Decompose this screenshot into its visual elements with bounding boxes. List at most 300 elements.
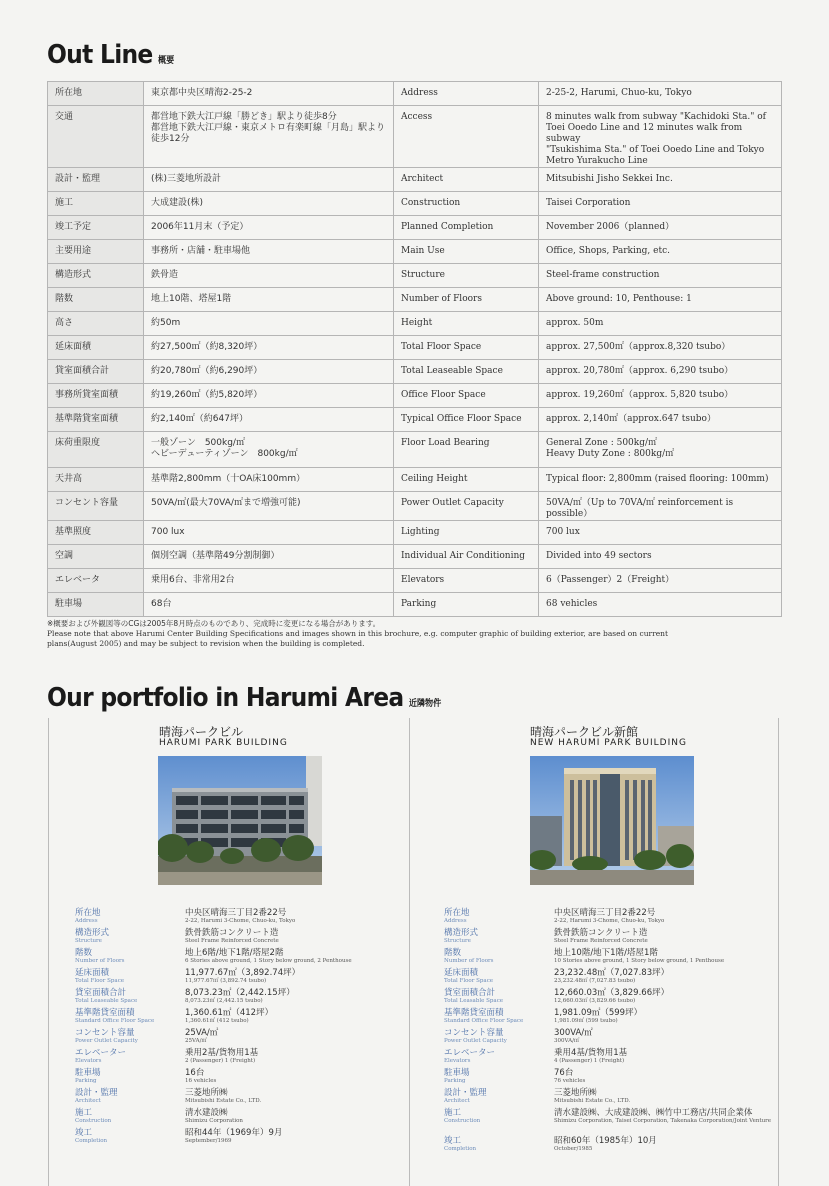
spec-value-en-line: Above ground: 10, Penthouse: 1 <box>546 294 692 304</box>
spec-label-ja: 階数 <box>75 948 93 958</box>
spec-value-en: Shimizu Corporation <box>185 1118 243 1124</box>
note-en-line1: Please note that above Harumi Center Building Specifications and images shown in this brochure, e.g. computer graphic of building exterior, are based on current <box>47 629 668 638</box>
spec-value-en <box>539 216 782 240</box>
spec-label <box>75 1028 185 1045</box>
spec-value-ja-line: 約27,500㎡（約8,320坪） <box>151 342 263 352</box>
spec-value-ja-line: 事務所・店舗・駐車場他 <box>151 246 251 256</box>
spec-value-en: 2-22, Harumi 3-Chome, Chuo-ku, Tokyo <box>554 918 665 924</box>
spec-label-ja: 貸室面積合計 <box>444 988 496 998</box>
spec-label-ja: 施工 <box>75 1108 93 1118</box>
spec-label-en: Number of Floors <box>394 288 539 312</box>
spec-value-en <box>539 240 782 264</box>
spec-label <box>75 968 185 985</box>
spec-value-ja-line: 都営地下鉄大江戸線「勝どき」駅より徒歩8分 <box>151 112 337 122</box>
spec-label-ja: エレベータ <box>48 569 144 593</box>
spec-label-ja: 交通 <box>48 106 144 168</box>
spec-value-en <box>539 288 782 312</box>
spec-label-ja: 構造形式 <box>48 264 144 288</box>
building-spec-row <box>75 1008 405 1028</box>
spec-value-en: 76 vehicles <box>554 1078 586 1084</box>
spec-value-en <box>539 384 782 408</box>
spec-value-en <box>539 545 782 569</box>
building-photo <box>530 756 694 885</box>
spec-label-en: Elevators <box>444 1058 471 1064</box>
building-spec-row <box>444 1088 774 1108</box>
spec-value-en <box>539 312 782 336</box>
spec-label-ja: 竣工 <box>75 1128 93 1138</box>
spec-label-en: Typical Office Floor Space <box>394 408 539 432</box>
spec-row <box>48 312 782 336</box>
building-spec-row <box>444 1028 774 1048</box>
spec-value-en-line: approx. 50m <box>546 318 604 328</box>
spec-value-en-line: Metro Yurakucho Line <box>546 156 648 166</box>
spec-value-ja <box>144 569 394 593</box>
spec-value-en <box>539 336 782 360</box>
spec-value-ja-line: 約19,260㎡（約5,820坪） <box>151 390 263 400</box>
spec-label-ja: 所在地 <box>75 908 101 918</box>
spec-label-en: Individual Air Conditioning <box>394 545 539 569</box>
spec-value-en <box>539 492 782 521</box>
spec-value-ja: 300VA/㎡ <box>554 1028 593 1038</box>
spec-value-en-line: Typical floor: 2,800mm (raised flooring: 100mm) <box>546 474 769 484</box>
spec-value-ja: 乗用2基/貨物用1基 <box>185 1048 259 1058</box>
spec-value-en <box>539 82 782 106</box>
spec-label-en: Lighting <box>394 521 539 545</box>
spec-value-en: 6 Stories above ground, 1 Story below ground, 2 Penthouse <box>185 958 352 964</box>
spec-label-en: Number of Floors <box>444 958 494 964</box>
spec-value <box>554 908 664 925</box>
spec-label <box>75 1088 185 1105</box>
spec-label-en: Total Leaseable Space <box>75 998 138 1004</box>
spec-value-ja-line: 約50m <box>151 318 181 328</box>
spec-value-ja: 23,232.48㎡（7,027.83坪） <box>554 968 670 978</box>
spec-label <box>444 968 554 985</box>
spec-label <box>444 1008 554 1025</box>
spec-value <box>185 1088 261 1105</box>
spec-label-en: Elevators <box>394 569 539 593</box>
spec-value-en: Shimizu Corporation, Taisei Corporation, Takenaka Corporation/Joint Venture <box>554 1118 772 1124</box>
spec-row <box>48 168 782 192</box>
spec-label-en: Elevators <box>75 1058 102 1064</box>
spec-value-en: 11,977.67㎡ (3,892.74 tsubo) <box>185 978 267 984</box>
spec-value-en: 10 Stories above ground, 1 Story below ground, 1 Penthouse <box>554 958 725 964</box>
building-spec-row <box>75 968 405 988</box>
spec-value-en <box>539 593 782 617</box>
spec-value-en <box>539 432 782 468</box>
spec-label-en: Ceiling Height <box>394 468 539 492</box>
spec-value-en-line: Steel-frame construction <box>546 270 660 280</box>
spec-label-en: Address <box>394 82 539 106</box>
spec-value <box>185 1068 216 1085</box>
spec-value-ja: 25VA/㎡ <box>185 1028 219 1038</box>
spec-label-ja: 設計・監理 <box>75 1088 118 1098</box>
spec-value-ja <box>144 264 394 288</box>
spec-value-en: 8,073.23㎡ (2,442.15 tsubo) <box>185 998 263 1004</box>
spec-value-en <box>539 192 782 216</box>
building-spec-row <box>444 988 774 1008</box>
spec-label-ja: 所在地 <box>444 908 470 918</box>
spec-value-en: 1,360.61㎡ (412 tsubo) <box>185 1018 249 1024</box>
spec-value <box>554 1008 642 1025</box>
spec-label-en: Planned Completion <box>394 216 539 240</box>
spec-value-en: 23,232.48㎡ (7,027.83 tsubo) <box>554 978 636 984</box>
spec-value-en: Steel Frame Reinforced Concrete <box>554 938 648 944</box>
spec-value-ja <box>144 216 394 240</box>
spec-label-en: Parking <box>75 1078 97 1084</box>
spec-value-ja: 8,073.23㎡（2,442.15坪） <box>185 988 295 998</box>
spec-label-ja: 基準階貸室面積 <box>444 1008 504 1018</box>
building-spec-row <box>75 1048 405 1068</box>
spec-label-en: Completion <box>444 1146 477 1152</box>
spec-value-ja <box>144 408 394 432</box>
spec-value-ja: 昭和44年（1969年）9月 <box>185 1128 283 1138</box>
spec-row <box>48 192 782 216</box>
spec-value-ja-line: 都営地下鉄大江戸線・東京メトロ有楽町線「月島」駅より <box>151 123 386 133</box>
spec-value-en-line: approx. 2,140㎡（approx.647 tsubo） <box>546 414 716 424</box>
spec-value-en <box>539 360 782 384</box>
spec-value-en <box>539 168 782 192</box>
building-card-harumi-park <box>48 718 410 1186</box>
building-spec-row <box>75 1128 405 1148</box>
spec-label-ja: コンセント容量 <box>75 1028 135 1038</box>
spec-value-en-line: approx. 19,260㎡（approx. 5,820 tsubo） <box>546 390 734 400</box>
spec-value-ja: 中央区晴海三丁目2番22号 <box>554 908 656 918</box>
spec-label-en: Construction <box>444 1118 481 1124</box>
spec-row <box>48 216 782 240</box>
spec-label <box>444 908 554 925</box>
spec-label <box>444 1108 554 1125</box>
spec-label-ja: 基準照度 <box>48 521 144 545</box>
building-name-ja: 晴海パークビル新館 <box>530 725 639 739</box>
spec-value-en-line: General Zone : 500kg/㎡ <box>546 438 658 448</box>
spec-label-ja: エレベーター <box>444 1048 496 1058</box>
spec-label-en: Structure <box>75 938 102 944</box>
spec-label-en: Architect <box>75 1098 101 1104</box>
spec-value-ja: 16台 <box>185 1068 205 1078</box>
spec-value-ja-line: ヘビーデューティゾーン 800kg/㎡ <box>151 449 298 459</box>
spec-value-ja-line: 乗用6台、非常用2台 <box>151 575 235 585</box>
spec-value-ja <box>144 288 394 312</box>
spec-value-ja <box>144 240 394 264</box>
spec-value <box>554 1048 627 1065</box>
spec-label <box>75 988 185 1005</box>
spec-label-ja: 駐車場 <box>444 1068 470 1078</box>
spec-value-en-line: 700 lux <box>546 527 580 537</box>
spec-value <box>554 1088 630 1105</box>
portfolio-title: Our portfolio in Harumi Area <box>47 683 404 713</box>
spec-row <box>48 545 782 569</box>
spec-value-ja-line: 東京都中央区晴海2-25-2 <box>151 88 253 98</box>
spec-value-ja-line: 50VA/㎡(最大70VA/㎡まで増強可能) <box>151 498 301 508</box>
spec-value-ja: 12,660.03㎡（3,829.66坪） <box>554 988 670 998</box>
spec-value-ja-line: 68台 <box>151 599 172 609</box>
spec-value-ja-line: 2006年11月末（予定） <box>151 222 249 232</box>
spec-value <box>185 1048 258 1065</box>
spec-value-ja <box>144 432 394 468</box>
spec-value-en <box>539 521 782 545</box>
spec-label <box>75 1128 185 1145</box>
spec-label-en: Total Leasable Space <box>444 998 504 1004</box>
spec-value-ja: 地上6階/地下1階/塔屋2階 <box>185 948 284 958</box>
building-spec-row <box>75 928 405 948</box>
spec-value-ja <box>144 336 394 360</box>
spec-value-en: 12,660.03㎡ (3,829.66 tsubo) <box>554 998 636 1004</box>
spec-value-en: 300VA/㎡ <box>554 1038 580 1044</box>
spec-value-en: Mitsubishi Estate Co., LTD. <box>554 1098 631 1104</box>
building-spec-row <box>75 988 405 1008</box>
spec-row <box>48 82 782 106</box>
spec-row <box>48 408 782 432</box>
spec-row <box>48 360 782 384</box>
spec-label <box>75 1068 185 1085</box>
spec-label-en: Completion <box>75 1138 108 1144</box>
spec-label-en: Address <box>75 918 98 924</box>
spec-value-ja-line: 鉄骨造 <box>151 270 179 280</box>
building-name-ja: 晴海パークビル <box>159 725 244 739</box>
spec-value-ja: 三菱地所㈱ <box>554 1088 597 1098</box>
spec-label-ja: 事務所貸室面積 <box>48 384 144 408</box>
spec-value <box>185 908 295 925</box>
spec-label <box>75 948 185 965</box>
spec-label-en: Total Floor Space <box>394 336 539 360</box>
spec-label-en: Office Floor Space <box>394 384 539 408</box>
spec-value-ja-line: 約2,140㎡（約647坪） <box>151 414 248 424</box>
spec-value-ja: 1,981.09㎡（599坪） <box>554 1008 643 1018</box>
spec-value-ja <box>144 106 394 168</box>
spec-label <box>444 1028 554 1045</box>
spec-value-en-line: 50VA/㎡（Up to 70VA/㎡ reinforcement is possible） <box>546 498 734 519</box>
spec-label-ja: 竣工予定 <box>48 216 144 240</box>
building-name-en: NEW HARUMI PARK BUILDING <box>530 738 687 748</box>
building-name-en: HARUMI PARK BUILDING <box>159 738 288 748</box>
building-spec-row <box>75 908 405 928</box>
spec-label-en: Construction <box>394 192 539 216</box>
spec-row <box>48 468 782 492</box>
spec-value-ja <box>144 492 394 521</box>
spec-label-en: Main Use <box>394 240 539 264</box>
spec-value-en: Steel Frame Reinforced Concrete <box>185 938 279 944</box>
spec-label <box>444 948 554 965</box>
spec-value-ja: 鉄骨鉄筋コンクリート造 <box>185 928 279 938</box>
note-ja: ※概要および外観図等のCGは2005年8月時点のものであり、完成時に変更になる場合があります。 <box>47 619 381 628</box>
spec-value <box>185 1008 273 1025</box>
spec-label-ja: 主要用途 <box>48 240 144 264</box>
building-spec-row <box>444 928 774 948</box>
spec-label-en: Power Outlet Capacity <box>75 1038 138 1044</box>
spec-value <box>185 968 300 985</box>
spec-value-en-line: "Tsukishima Sta." of Toei Ooedo Line and Tokyo <box>546 145 765 155</box>
spec-value-ja: 地上10階/地下1階/塔屋1階 <box>554 948 658 958</box>
spec-value-ja-line: 基準階2,800mm（十OA床100mm） <box>151 474 306 484</box>
spec-value-en-line: Divided into 49 sectors <box>546 551 652 561</box>
spec-label-en: Total Floor Space <box>444 978 494 984</box>
spec-label-en: Access <box>394 106 539 168</box>
spec-row <box>48 336 782 360</box>
spec-value-ja <box>144 593 394 617</box>
spec-label-ja: 延床面積 <box>75 968 110 978</box>
spec-value-ja <box>144 521 394 545</box>
spec-value-ja: 清水建設㈱ <box>185 1108 228 1118</box>
spec-value-ja: 76台 <box>554 1068 574 1078</box>
spec-row <box>48 593 782 617</box>
spec-value-en-line: 2-25-2, Harumi, Chuo-ku, Tokyo <box>546 88 692 98</box>
spec-label <box>444 928 554 945</box>
spec-value <box>554 928 648 945</box>
spec-row <box>48 106 782 168</box>
spec-label-en: Structure <box>444 938 471 944</box>
spec-label-en: Power Outlet Capacity <box>444 1038 507 1044</box>
spec-value-ja-line: 個別空調（基準階49分割制御） <box>151 551 280 561</box>
spec-label-en: Number of Floors <box>75 958 125 964</box>
spec-row <box>48 288 782 312</box>
spec-label <box>444 1136 554 1153</box>
spec-value-ja <box>144 360 394 384</box>
spec-value <box>185 1028 218 1045</box>
spec-row <box>48 264 782 288</box>
spec-value-en-line: approx. 20,780㎡（approx. 6,290 tsubo） <box>546 366 734 376</box>
spec-value <box>554 1108 771 1125</box>
spec-label-ja: 所在地 <box>48 82 144 106</box>
spec-value-en: October/1985 <box>554 1146 593 1152</box>
spec-value <box>554 1068 585 1085</box>
spec-label-ja: 天井高 <box>48 468 144 492</box>
spec-label-ja: 貸室面積合計 <box>75 988 127 998</box>
spec-label-ja: コンセント容量 <box>444 1028 504 1038</box>
spec-label <box>75 908 185 925</box>
spec-value <box>554 948 724 965</box>
spec-label-ja: 延床面積 <box>444 968 479 978</box>
spec-label-en: Height <box>394 312 539 336</box>
spec-label <box>75 928 185 945</box>
spec-value-en: Mitsubishi Estate Co., LTD. <box>185 1098 262 1104</box>
spec-value-en: 4 (Passenger) 1 (Freight) <box>554 1058 625 1064</box>
spec-value-en <box>539 106 782 168</box>
spec-label-ja: 設計・監理 <box>48 168 144 192</box>
spec-value-ja-line: 徒歩12分 <box>151 134 190 144</box>
spec-label-en: Structure <box>394 264 539 288</box>
spec-row <box>48 384 782 408</box>
spec-label-ja: 構造形式 <box>444 928 479 938</box>
spec-value-en-line: Toei Ooedo Line and 12 minutes walk from subway <box>546 123 743 144</box>
spec-value-ja: 鉄骨鉄筋コンクリート造 <box>554 928 648 938</box>
spec-label-ja: 駐車場 <box>48 593 144 617</box>
spec-label-ja: コンセント容量 <box>48 492 144 521</box>
building-specs <box>444 908 774 1156</box>
spec-value-ja-line: (株)三菱地所設計 <box>151 174 222 184</box>
spec-label <box>444 1068 554 1085</box>
spec-value <box>185 1128 282 1145</box>
spec-row <box>48 240 782 264</box>
spec-value-en-line: November 2006（planned） <box>546 222 675 232</box>
spec-label <box>444 1088 554 1105</box>
spec-label <box>444 988 554 1005</box>
spec-label-en: Total Floor Space <box>75 978 125 984</box>
spec-label <box>75 1008 185 1025</box>
building-spec-row <box>75 948 405 968</box>
spec-value-en: 2-22, Harumi 3-Chome, Chuo-ku, Tokyo <box>185 918 296 924</box>
spec-label-ja: 設計・監理 <box>444 1088 487 1098</box>
spec-value-ja: 昭和60年（1985年）10月 <box>554 1136 657 1146</box>
spec-label-ja: 竣工 <box>444 1136 462 1146</box>
spec-label-ja: エレベーター <box>75 1048 127 1058</box>
spec-label-en: Architect <box>394 168 539 192</box>
spec-row <box>48 432 782 468</box>
spec-label-en: Address <box>444 918 467 924</box>
spec-label-en: Construction <box>75 1118 112 1124</box>
spec-value-ja-line: 地上10階、塔屋1階 <box>151 294 232 304</box>
outline-title: Out Line <box>47 40 153 70</box>
spec-label <box>444 1048 554 1065</box>
spec-value-en <box>539 264 782 288</box>
spec-value-en <box>539 468 782 492</box>
spec-label-en: Parking <box>394 593 539 617</box>
spec-value-ja: 乗用4基/貨物用1基 <box>554 1048 628 1058</box>
spec-value-en-line: 8 minutes walk from subway "Kachidoki Sta." of <box>546 112 766 122</box>
spec-label-ja: 空調 <box>48 545 144 569</box>
building-photo <box>158 756 322 885</box>
spec-label-ja: 施工 <box>48 192 144 216</box>
spec-value-ja: 1,360.61㎡（412坪） <box>185 1008 274 1018</box>
spec-label-ja: 基準階貸室面積 <box>48 408 144 432</box>
building-spec-row <box>75 1108 405 1128</box>
spec-value-ja <box>144 192 394 216</box>
spec-label-en: Standard Office Floor Space <box>444 1018 524 1024</box>
spec-value-ja <box>144 82 394 106</box>
spec-row <box>48 521 782 545</box>
building-spec-row <box>444 1008 774 1028</box>
building-spec-row <box>75 1088 405 1108</box>
building-specs <box>75 908 405 1148</box>
spec-label-ja: 延床面積 <box>48 336 144 360</box>
spec-value <box>185 948 352 965</box>
spec-value <box>185 1108 243 1125</box>
note-en-line2: plans(August 2005) and may be subject to revision when the building is completed. <box>47 639 365 648</box>
portfolio-title-sub: 近隣物件 <box>408 699 442 709</box>
spec-label-en: Total Leaseable Space <box>394 360 539 384</box>
outline-title-sub: 概要 <box>157 56 175 66</box>
spec-value-en-line: Mitsubishi Jisho Sekkei Inc. <box>546 174 673 184</box>
spec-value-ja <box>144 468 394 492</box>
spec-label-ja: 構造形式 <box>75 928 110 938</box>
building-spec-row <box>444 1136 774 1156</box>
spec-value-en: 1,981.09㎡ (599 tsubo) <box>554 1018 618 1024</box>
spec-label-en: Power Outlet Capacity <box>394 492 539 521</box>
spec-label-ja: 階数 <box>48 288 144 312</box>
building-card-new-harumi-park <box>418 718 779 1186</box>
spec-label-ja: 施工 <box>444 1108 462 1118</box>
building-spec-row <box>444 1048 774 1068</box>
spec-value-ja <box>144 384 394 408</box>
spec-label-en: Parking <box>444 1078 466 1084</box>
spec-value-en: September/1969 <box>185 1138 232 1144</box>
spec-value-en: 16 vehicles <box>185 1078 217 1084</box>
spec-value-ja: 清水建設㈱、大成建設㈱、㈱竹中工務店/共同企業体 <box>554 1108 753 1118</box>
spec-value-ja <box>144 168 394 192</box>
spec-value <box>554 1028 593 1045</box>
spec-value <box>554 1136 657 1153</box>
spec-value-en-line: Taisei Corporation <box>546 198 631 208</box>
spec-value-ja: 三菱地所㈱ <box>185 1088 228 1098</box>
spec-value-en-line: Office, Shops, Parking, etc. <box>546 246 670 256</box>
building-spec-row <box>444 1068 774 1088</box>
spec-value-en-line: 68 vehicles <box>546 599 598 609</box>
spec-value-ja-line: 700 lux <box>151 527 185 537</box>
spec-value-ja: 11,977.67㎡（3,892.74坪） <box>185 968 301 978</box>
spec-value-en-line: 6（Passenger）2（Freight） <box>546 575 675 585</box>
building-spec-row <box>444 1108 774 1136</box>
spec-value <box>554 988 669 1005</box>
spec-label-ja: 基準階貸室面積 <box>75 1008 135 1018</box>
